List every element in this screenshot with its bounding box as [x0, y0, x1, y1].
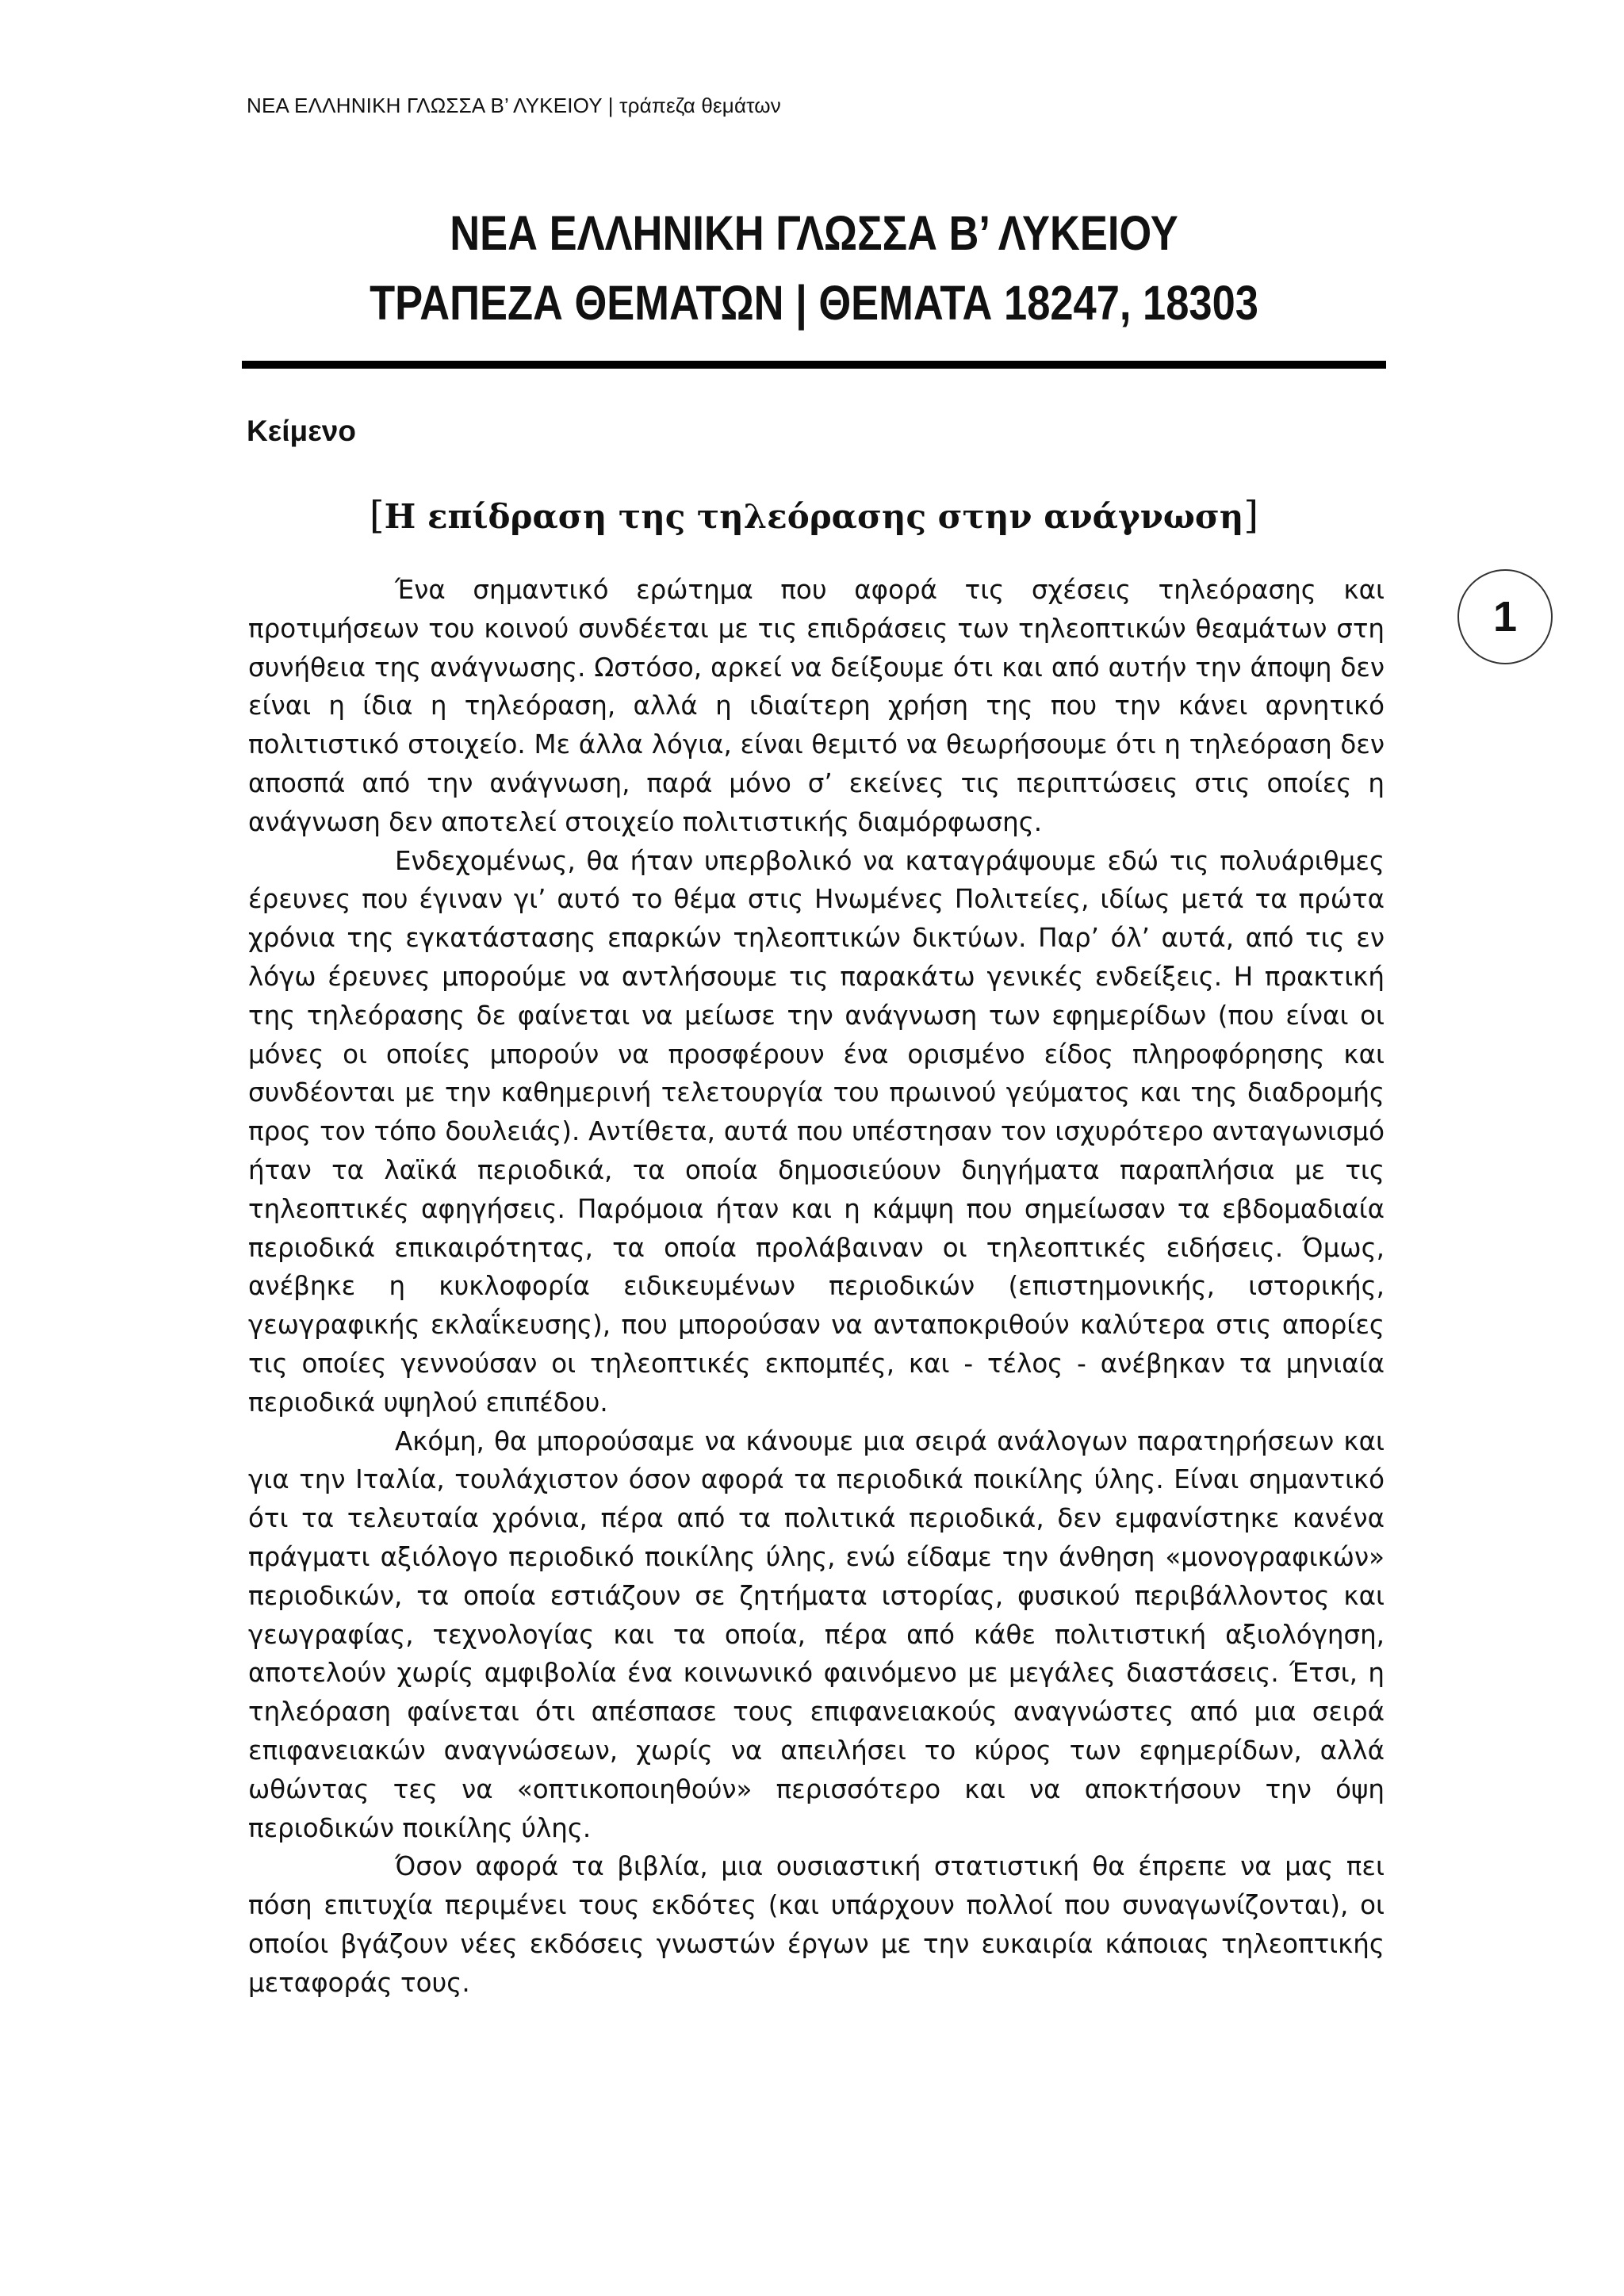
page-number: 1: [1492, 593, 1518, 641]
text-title-bracket-close: ]: [1243, 493, 1259, 538]
paragraph: Ενδεχομένως, θα ήταν υπερβολικό να καταγράψουμε εδώ τις πολυάριθμες έρευνες που έγιναν γι’ αυτό το θέμα στις Ηνωμένες Πολιτείες, ιδίως μετά τα πρώτα χρόνια της εγκατάστασης επαρκών τηλεοπτικών δικτύων. Παρ’ όλ’ αυτά, από τις εν λόγω έρευνες μπορούμε να αντλήσουμε τις παρακάτω γενικές ενδείξεις. Η πρακτική της τηλεόρασης δε φαίνεται να μείωσε την ανάγνωση των εφημερίδων (που είναι οι μόνες οι οποίες μπορούν να προσφέρουν ένα ορισμένο είδος πληροφόρησης και συνδέονται με την καθημερινή τελετουργία του πρωινού γεύματος και της διαδρομής προς τον τόπο δουλειάς). Αντίθετα, αυτά που υπέστησαν τον ισχυρότερο ανταγωνισμό ήταν τα λαϊκά περιοδικά, τα οποία δημοσιεύουν διηγήματα παραπλήσια με τις τηλεοπτικές αφηγήσεις. Παρόμοια ήταν και η κάμψη που σημείωσαν τα εβδομαδιαία περιοδικά επικαιρότητας, τα οποία προλάβαιναν οι τηλεοπτικές ειδήσεις. Όμως, ανέβηκε η κυκλοφορία ειδικευμένων περιοδικών (επιστημονικής, ιστορικής, γεωγραφικής εκλαΐκευσης), που μπορούσαν να ανταποκριθούν καλύτερα στις απορίες τις οποίες γεννούσαν οι τηλεοπτικές εκπομπές, και - τέλος - ανέβηκαν τα μηνιαία περιοδικά υψηλού επιπέδου.: [248, 845, 1385, 1418]
body-text: [248, 571, 1385, 2002]
paragraph: Ένα σημαντικό ερώτημα που αφορά τις σχέσεις τηλεόρασης και προτιμήσεων του κοινού συνδέεται με τις επιδράσεις των τηλεοπτικών θεαμάτων στη συνήθεια της ανάγνωσης. Ωστόσο, αρκεί να δείξουμε ότι και από αυτήν την άποψη δεν είναι η ίδια η τηλεόραση, αλλά η ιδιαίτερη χρήση της που την κάνει αρνητικό πολιτιστικό στοιχείο. Με άλλα λόγια, είναι θεμιτό να θεωρήσουμε ότι η τηλεόραση δεν αποσπά από την ανάγνωση, παρά μόνο σ’ εκείνες τις περιπτώσεις στις οποίες η ανάγνωση δεν αποτελεί στοιχείο πολιτιστικής διαμόρφωσης.: [248, 575, 1385, 837]
text-title: [242, 493, 1386, 538]
paragraph: Όσον αφορά τα βιβλία, μια ουσιαστική στατιστική θα έπρεπε να μας πει πόση επιτυχία περιμένει τους εκδότες (και υπάρχουν πολλοί που συναγωνίζονται), οι οποίοι βγάζουν νέες εκδόσεις γνωστών έργων με την ευκαιρία κάποιας τηλεοπτικής μεταφοράς τους.: [248, 1851, 1385, 1998]
paragraph: Ακόμη, θα μπορούσαμε να κάνουμε μια σειρά ανάλογων παρατηρήσεων και για την Ιταλία, τουλάχιστον όσον αφορά τα περιοδικά ποικίλης ύλης. Είναι σημαντικό ότι τα τελευταία χρόνια, πέρα από τα πολιτικά περιοδικά, δεν εμφανίστηκε κανένα πράγματι αξιόλογο περιοδικό ποικίλης ύλης, ενώ είδαμε την άνθηση «μονογραφικών» περιοδικών, τα οποία εστιάζουν σε ζητήματα ιστορίας, φυσικού περιβάλλοντος και γεωγραφίας, τεχνολογίας και τα οποία, πέρα από κάθε πολιτιστική αξιολόγηση, αποτελούν χωρίς αμφιβολία ένα κοινωνικό φαινόμενο με μεγάλες διαστάσεις. Έτσι, η τηλεόραση φαίνεται ότι απέσπασε τους επιφανειακούς αναγνώστες από μια σειρά επιφανειακών αναγνώσεων, χωρίς να απειλήσει το κύρος των εφημερίδων, αλλά ωθώντας τες να «οπτικοποιηθούν» περισσότερο και να αποκτήσουν την όψη περιοδικών ποικίλης ύλης.: [248, 1425, 1385, 1843]
text-title-label: Η επίδραση της τηλεόρασης στην ανάγνωση: [384, 497, 1244, 536]
page-number-badge: [1457, 569, 1553, 664]
text-title-bracket-open: [: [369, 493, 385, 538]
title-line-2: ΤΡΑΠΕΖΑ ΘΕΜΑΤΩΝ | ΘΕΜΑΤΑ 18247, 18303: [370, 276, 1258, 330]
title-divider: [242, 361, 1386, 369]
section-label: Κείμενο: [247, 415, 356, 447]
document-title: [322, 198, 1306, 338]
running-header: ΝΕΑ ΕΛΛΗΝΙΚΗ ΓΛΩΣΣΑ Β’ ΛΥΚΕΙΟΥ | τράπεζα θεμάτων: [247, 94, 782, 117]
title-line-1: ΝΕΑ ΕΛΛΗΝΙΚΗ ΓΛΩΣΣΑ Β’ ΛΥΚΕΙΟΥ: [450, 206, 1178, 260]
